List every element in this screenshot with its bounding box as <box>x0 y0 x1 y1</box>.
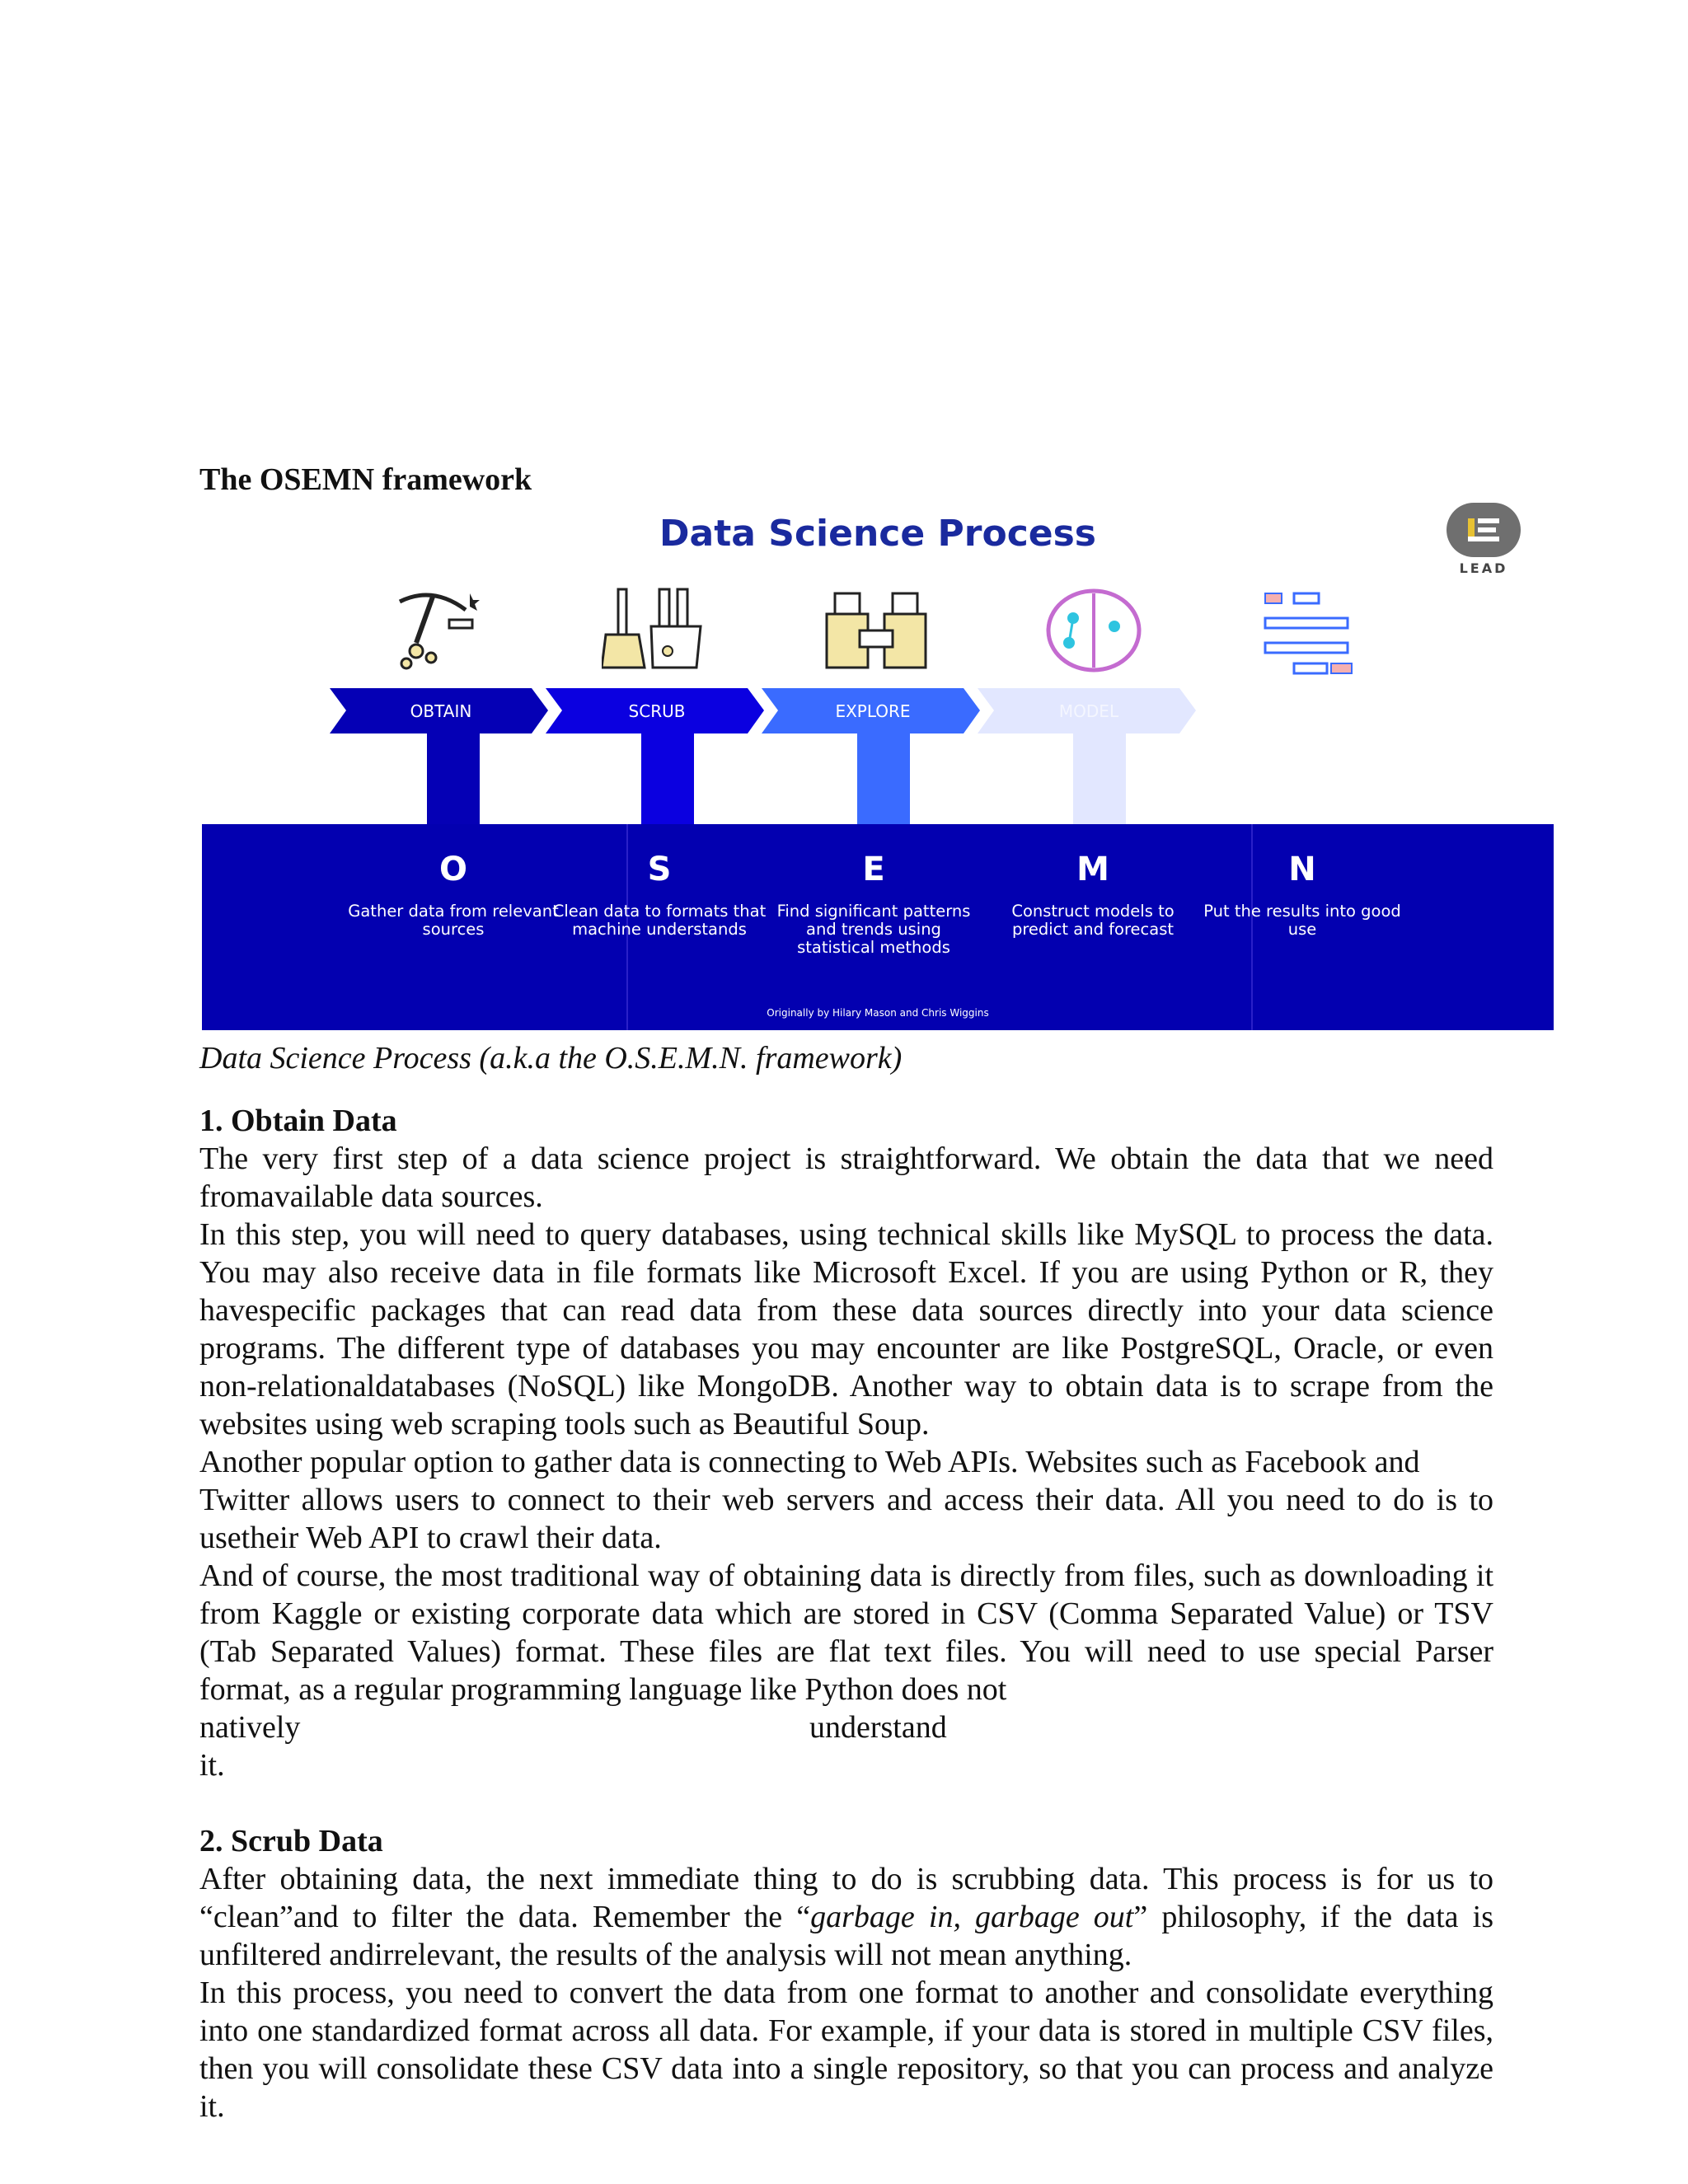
figure-caption: Data Science Process (a.k.a the O.S.E.M.N. framework) <box>199 1041 903 1076</box>
obtain-paragraph-4: Twitter allows users to connect to their web servers and access their data. All you need to do is to usetheir Web API to crawl their data. <box>199 1483 1493 1555</box>
letter-s: S <box>647 851 672 888</box>
binoculars-icon <box>823 585 930 676</box>
obtain-section <box>199 1102 1493 2125</box>
paragraph-gap <box>199 1784 1493 1822</box>
desc-obtain: Gather data from relevant sources <box>348 902 559 939</box>
letter-o: O <box>438 851 467 888</box>
flowchart-icon <box>1257 585 1364 676</box>
obtain-paragraph-5-tail <box>199 1708 1493 1746</box>
obtain-paragraph-3: Another popular option to gather data is connecting to Web APIs. Websites such as Facebook and <box>199 1445 1420 1479</box>
lead-logo-icon <box>1447 503 1521 557</box>
stage-label-explore: EXPLORE <box>835 701 911 721</box>
lead-logo <box>1442 503 1525 576</box>
section-title: The OSEMN framework <box>199 462 532 497</box>
word-natively: natively <box>199 1710 301 1745</box>
scrub-heading: 2. Scrub Data <box>199 1824 383 1858</box>
scrub-p1-end: ” philosophy, if the data is unfiltered andirrelevant, the results of the analysis will not mean anything. <box>199 1900 1493 1972</box>
scrub-paragraph-2: In this process, you need to convert the data from one format to another and consolidate everything into one standardized format across all data. For example, if your data is stored in multiple CSV files, then you will consolidate these CSV data into a single repository, so that you can process and analyze it. <box>199 1975 1493 2124</box>
figure-credit: Originally by Hilary Mason and Chris Wiggins <box>767 1007 989 1019</box>
explore-stem <box>857 733 910 828</box>
broom-icon <box>602 585 709 676</box>
letter-n: N <box>1288 851 1316 888</box>
obtain-paragraph-5: And of course, the most traditional way of obtaining data is directly from files, such as downloading it from Kaggle or existing corporate data which are stored in CSV (Comma Separated Value) or TSV (Tab Separated Values) format. These files are flat text files. You will need to use special Parser format, as a regular programming language like Python does not <box>199 1558 1493 1707</box>
desc-model: Construct models to predict and forecast <box>1011 902 1175 939</box>
osemn-figure <box>198 503 1558 1034</box>
scrub-paragraph-1 <box>199 1860 1493 1974</box>
letter-e: E <box>862 851 885 888</box>
word-understand: understand <box>809 1710 947 1745</box>
obtain-heading: 1. Obtain Data <box>199 1104 397 1138</box>
obtain-paragraph-5-end: it. <box>199 1748 225 1783</box>
scrub-p1-italic: garbage in, garbage out <box>810 1900 1134 1934</box>
desc-explore: Find significant patterns and trends using statistical methods <box>776 902 971 957</box>
figure-title: Data Science Process <box>659 513 1096 555</box>
obtain-paragraph-2: In this step, you will need to query databases, using technical skills like MySQL to process the data. You may also receive data in file formats like Microsoft Excel. If you are using Python or R, they havespecific packages that can read data from these data sources directly into your data science programs. The different type of databases you may encounter are like PostgreSQL, Oracle, or even non-relationaldatabases (NoSQL) like MongoDB. Another way to obtain data is to scrape from the websites using web scraping tools such as Beautiful Soup. <box>199 1217 1493 1441</box>
stage-label-model: MODEL <box>1058 701 1119 721</box>
lead-logo-text: LEAD <box>1459 560 1508 576</box>
scrub-p1-start: After obtaining data, the next immediate thing to do is scrubbing data. This process is for us to “clean”and to filter the data. Remember the “ <box>199 1862 1493 1934</box>
brain-icon <box>1040 585 1147 676</box>
stage-label-scrub: SCRUB <box>628 701 686 721</box>
scrub-stem <box>641 733 694 828</box>
pickaxe-icon <box>383 585 490 676</box>
desc-n: Put the results into good use <box>1203 902 1401 939</box>
obtain-paragraph-1: The very first step of a data science project is straightforward. We obtain the data that we need fromavailable data sources. <box>199 1141 1493 1214</box>
letter-m: M <box>1076 851 1109 888</box>
model-stem <box>1073 733 1126 828</box>
desc-scrub: Clean data to formats that machine understands <box>552 902 767 939</box>
obtain-stem <box>427 733 480 828</box>
stage-label-obtain: OBTAIN <box>410 701 472 721</box>
